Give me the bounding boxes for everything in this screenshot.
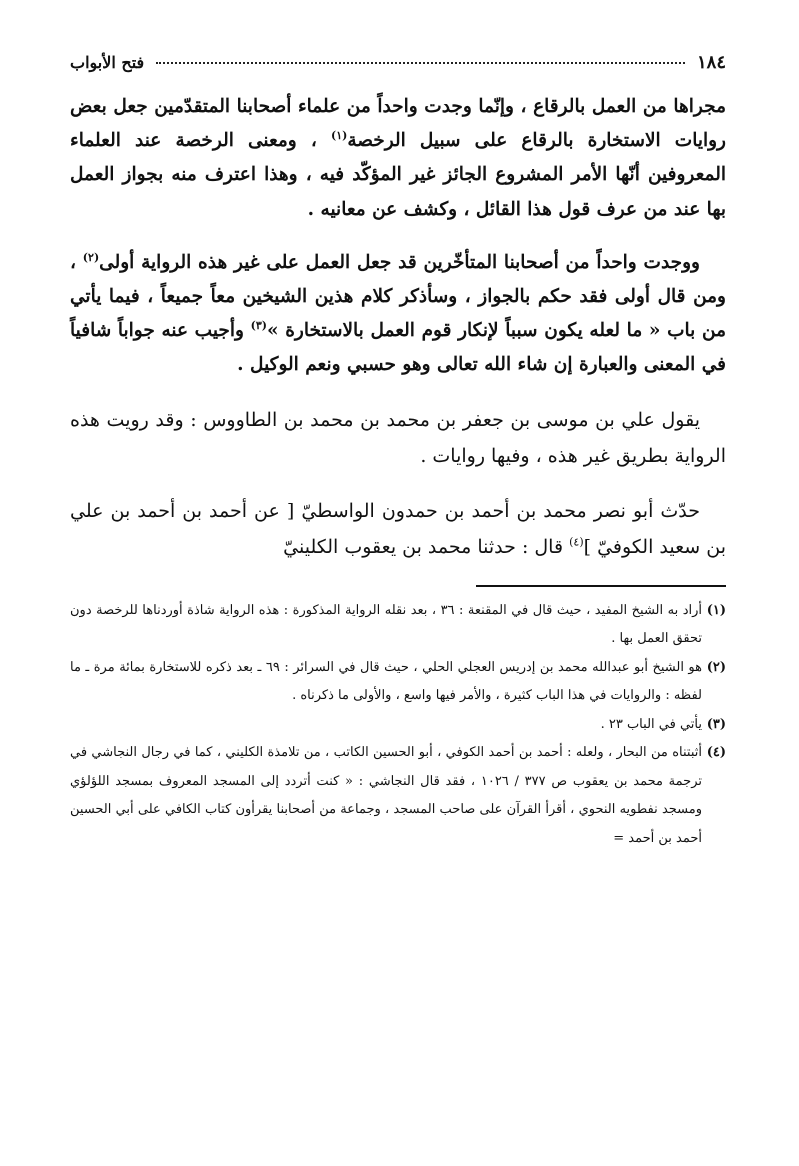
main-text <box>70 90 726 565</box>
paragraph-2-text-c: وأجيب عنه جواباً شافياً في المعنى والعبارة إن شاء الله تعالى وهو حسبي ونعم الوكيل . <box>70 320 726 376</box>
page-number: ١٨٤ <box>696 52 726 73</box>
footnote-1 <box>70 597 726 654</box>
footnote-ref-2: (٢) <box>82 250 100 264</box>
paragraph-2 <box>70 246 726 383</box>
running-header <box>70 52 726 86</box>
book-title: فتح الأبواب <box>70 53 145 72</box>
paragraph-4-text-b: قال : حدثنا محمد بن يعقوب الكلينيّ <box>283 535 570 558</box>
header-dot-leader <box>156 62 685 64</box>
book-page <box>70 52 726 853</box>
footnote-4-number: (٤) <box>706 745 726 761</box>
footnote-ref-1: (١) <box>330 129 348 143</box>
paragraph-3: يقول علي بن موسى بن جعفر بن محمد بن محمد بن الطاووس : وقد رويت هذه الرواية بطريق غير هذه ، وفيها روايات . <box>70 408 726 467</box>
footnote-2-text: هو الشيخ أبو عبدالله محمد بن إدريس العجلي الحلي ، حيث قال في السرائر : ٦٩ ـ بعد ذكره للاستخارة بمائة مرة ـ ما لفظه : والروايات في هذا الباب كثيرة ، والأمر فيها واسع ، والأولى ما ذكرناه . <box>70 659 703 704</box>
footnotes <box>70 597 726 854</box>
paragraph-4 <box>70 493 726 565</box>
footnote-4-text: أثبتناه من البحار ، ولعله : أحمد بن أحمد الكوفي ، أبو الحسين الكاتب ، من تلامذة الكليني ، كما في رجال النجاشي في ترجمة محمد بن يعقوب ص ٣٧٧ / ١٠٢٦ ، فقد قال النجاشي : « كنت أتردد إلى المسجد المعروف بمسجد اللؤلؤي ومسجد نفطويه النحوي ، أقرأ القرآن على صاحب المسجد ، وجماعة من أصحابنا يقرأون كتاب الكافي على أبي الحسين أحمد بن أحمد = <box>70 745 702 846</box>
paragraph-1 <box>70 90 726 227</box>
footnote-1-text: أراد به الشيخ المفيد ، حيث قال في المقنعة : ٣٦ ، بعد نقله الرواية المذكورة : هذه الرواية شاذة أوردناها للرخصة دون تحقق العمل بها . <box>70 602 702 647</box>
paragraph-2-text-b: ، ومن قال أولى فقد حكم بالجواز ، وسأذكر كلام هذين الشيخين معاً جميعاً ، فيما يأتي من باب « ما لعله يكون سبباً لإنكار قوم العمل بالاستخارة » <box>70 251 726 342</box>
paragraph-1-text: مجراها من العمل بالرقاع ، وإنّما وجدت واحداً من علماء أصحابنا المتقدّمين جعل بعض روايات الاستخارة بالرقاع على سبيل الرخصة <box>70 96 726 152</box>
footnote-3-number: (٣) <box>706 716 726 732</box>
footnote-2-number: (٢) <box>706 659 726 675</box>
paragraph-4-text-a: حدّث أبو نصر محمد بن أحمد بن حمدون الواسطيّ [ عن أحمد بن أحمد بن علي بن سعيد الكوفيّ ] <box>70 499 726 558</box>
footnote-ref-4: (٤) <box>569 535 584 549</box>
paragraph-2-text-a: ووجدت واحداً من أصحابنا المتأخّرين قد جعل العمل على غير هذه الرواية أولى <box>99 251 700 273</box>
footnote-1-number: (١) <box>706 602 726 618</box>
footnote-divider <box>476 585 726 587</box>
footnote-2 <box>70 654 726 711</box>
footnote-4 <box>70 739 726 853</box>
footnote-3 <box>70 711 726 740</box>
footnote-ref-3: (٣) <box>250 319 267 333</box>
footnote-3-text: يأتي في الباب ٢٣ . <box>600 716 702 732</box>
paragraph-1-continuation: ، ومعنى الرخصة عند العلماء المعروفين أنّها الأمر المشروع الجائز غير المؤكّد فيه ، وهذا اعترف منه بجواز العمل بها عند من عرف قول هذا القائل ، وكشف عن معانيه . <box>70 130 726 220</box>
